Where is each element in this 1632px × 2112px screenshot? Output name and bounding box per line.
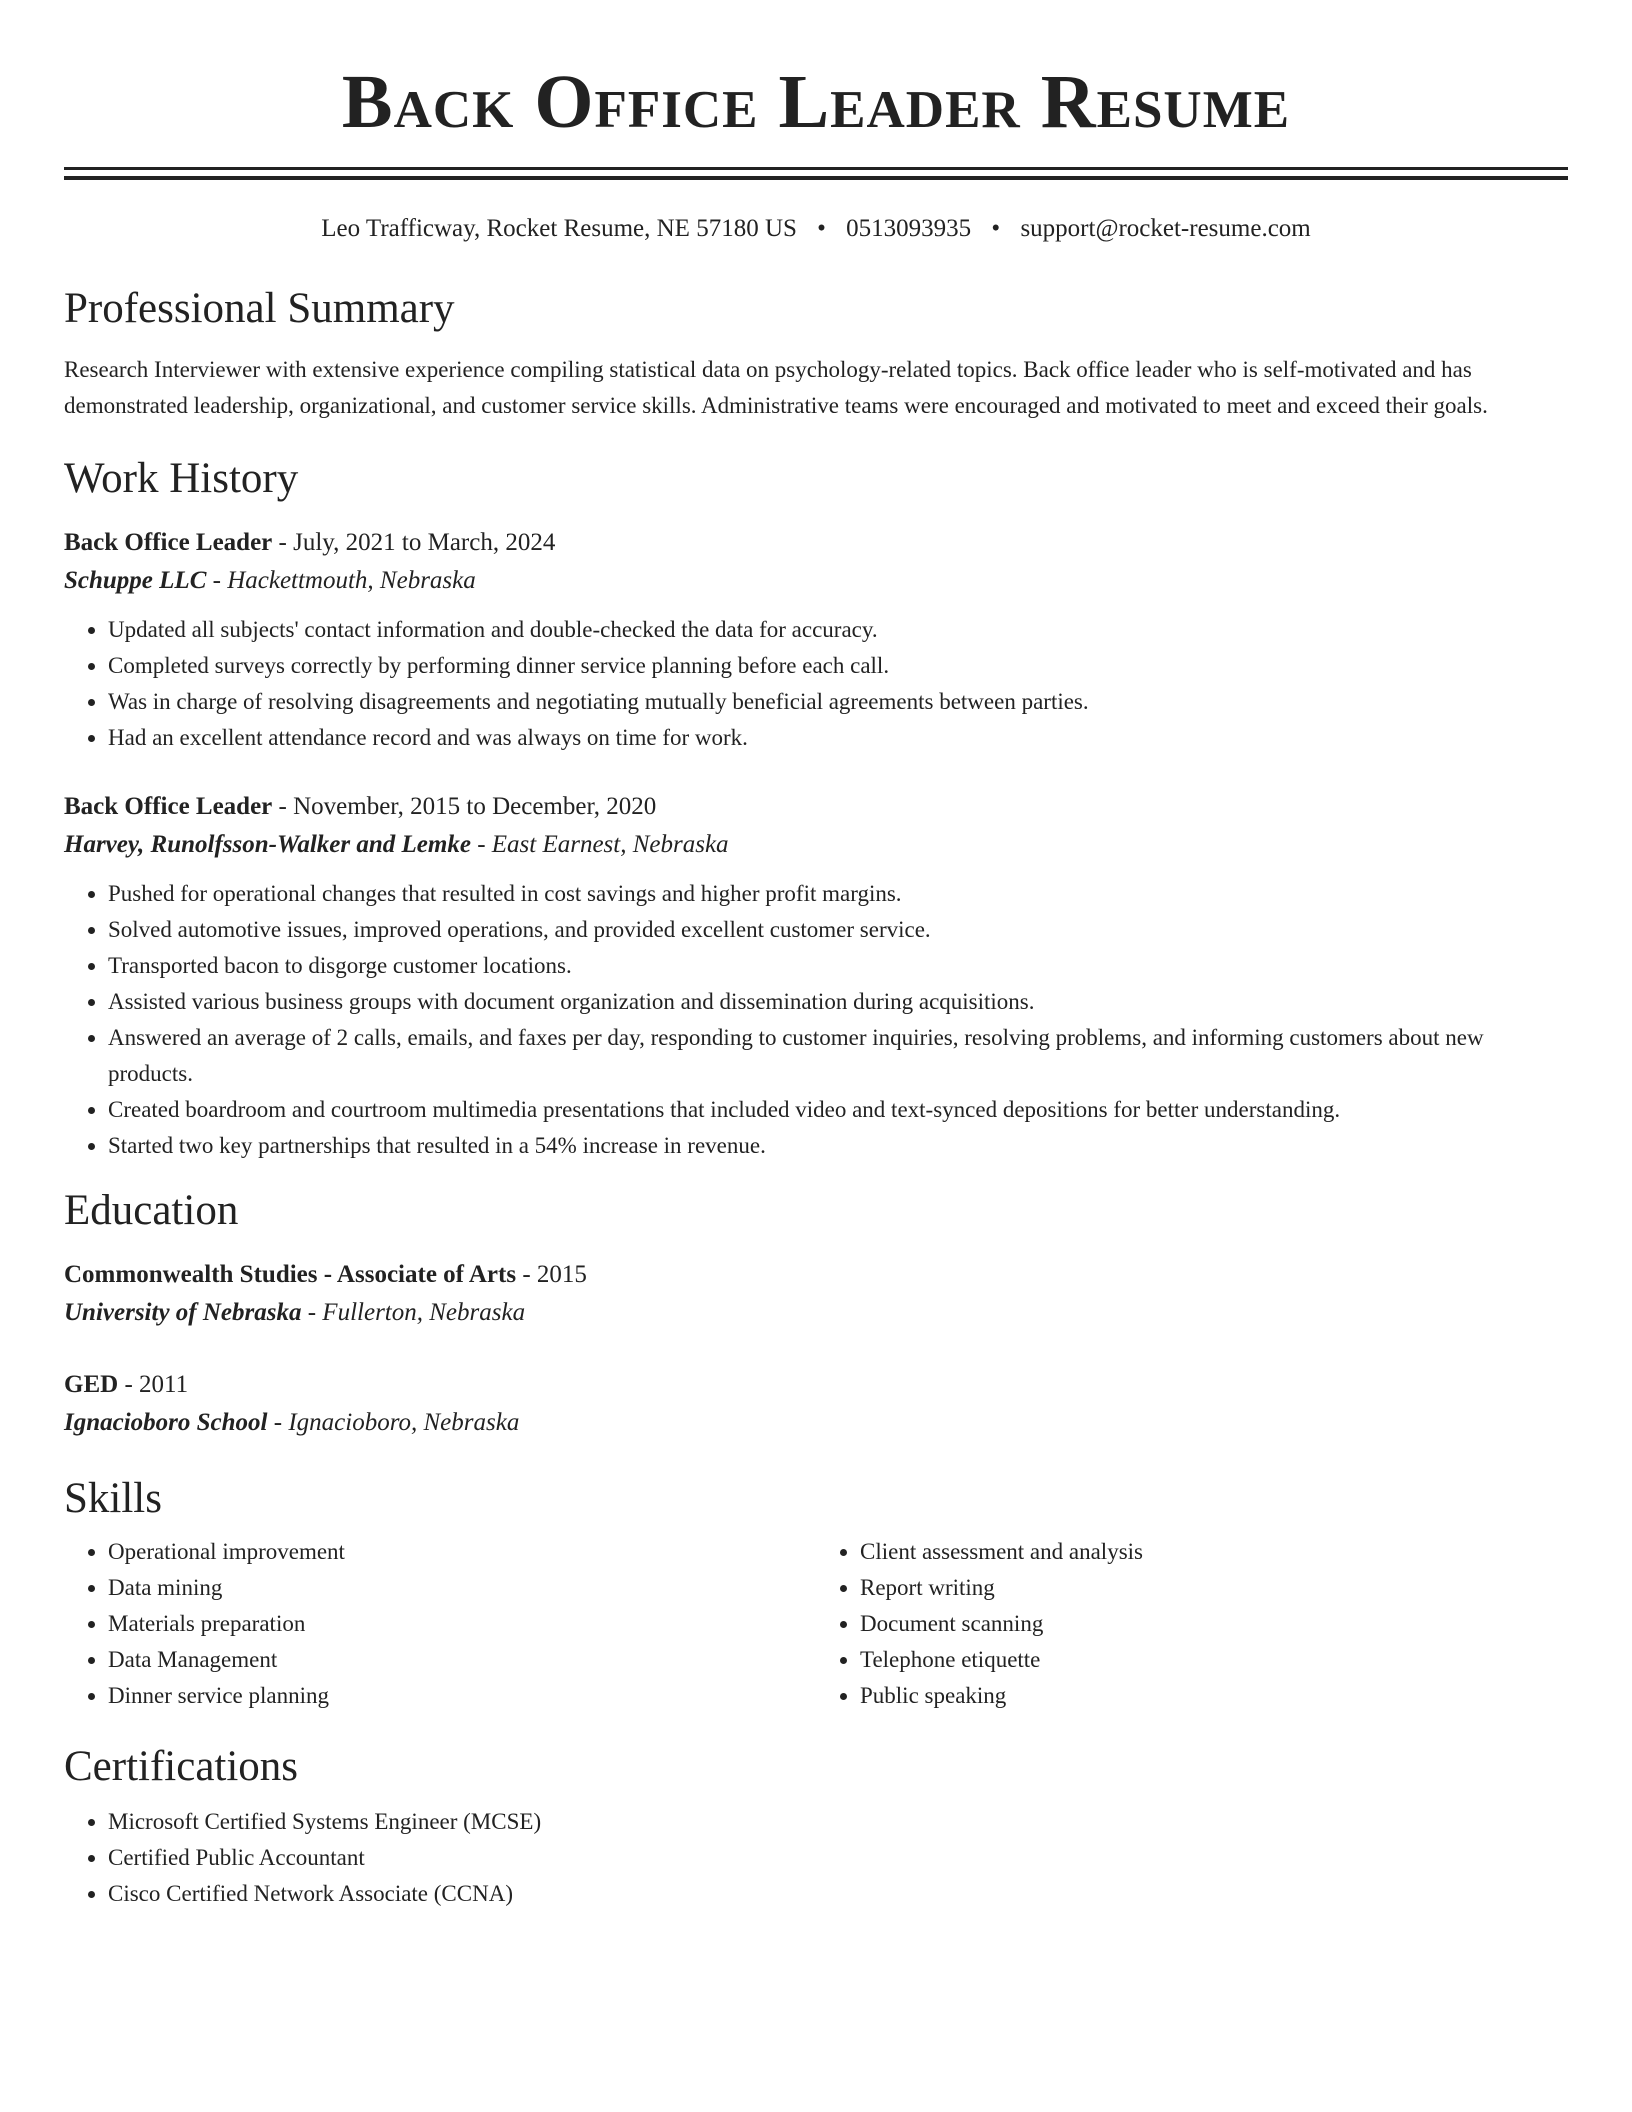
job-duty: • Answered an average of 2 calls, emails, and faxes per day, responding to customer inquiries, resolving problems, and informing customers about new products. [108, 1020, 1568, 1092]
skill-item: • Telephone etiquette [860, 1642, 1568, 1678]
skill-item: • Operational improvement [108, 1534, 816, 1570]
skill-item: • Data mining [108, 1570, 816, 1606]
resume-title: Back Office Leader Resume [341, 60, 1291, 144]
certifications-list [64, 1804, 1568, 1912]
contact-line [64, 214, 1568, 244]
job-title: Back Office Leader [64, 529, 273, 556]
job-title: Back Office Leader [64, 793, 273, 820]
skill-item: • Materials preparation [108, 1606, 816, 1642]
skill-item: • Dinner service planning [108, 1678, 816, 1714]
contact-separator: • [817, 215, 826, 242]
skill-item: • Public speaking [860, 1678, 1568, 1714]
section-heading-education: Education [64, 1187, 239, 1234]
job-dates: - July, 2021 to March, 2024 [272, 529, 556, 556]
skills-list-left [64, 1534, 816, 1714]
employer-location: - East Earnest, Nebraska [470, 831, 729, 858]
skill-item: • Report writing [860, 1570, 1568, 1606]
degree-year: - 2011 [118, 1371, 189, 1398]
job-duty: • Pushed for operational changes that resulted in cost savings and higher profit margins. [108, 876, 1568, 912]
contact-phone: 0513093935 [846, 215, 972, 242]
degree-year: - 2015 [516, 1261, 587, 1288]
section-heading-work-history: Work History [64, 455, 299, 502]
job-duty: • Started two key partnerships that resulted in a 54% increase in revenue. [108, 1128, 1568, 1164]
education-entry [64, 1366, 1568, 1442]
certification-item: • Cisco Certified Network Associate (CCNA) [108, 1876, 1568, 1912]
job-duty: • Solved automotive issues, improved operations, and provided excellent customer service. [108, 912, 1568, 948]
employer-location: - Hackettmouth, Nebraska [206, 567, 476, 594]
degree-name: GED [64, 1371, 119, 1398]
employer-name: Harvey, Runolfsson-Walker and Lemke [64, 831, 471, 858]
contact-separator: • [991, 215, 1001, 242]
job-duty: • Created boardroom and courtroom multimedia presentations that included video and text-synced depositions for better understanding. [108, 1092, 1568, 1128]
skill-item: • Document scanning [860, 1606, 1568, 1642]
section-heading-skills: Skills [64, 1475, 162, 1522]
section-heading-summary: Professional Summary [64, 285, 455, 332]
job-entry [64, 788, 1568, 1164]
job-entry [64, 524, 1568, 756]
job-duty: • Transported bacon to disgorge customer locations. [108, 948, 1568, 984]
title-divider-bottom [64, 176, 1568, 180]
education-entry [64, 1256, 1568, 1332]
job-title-line [64, 788, 1568, 826]
skill-item: • Client assessment and analysis [860, 1534, 1568, 1570]
school-location: - Ignacioboro, Nebraska [267, 1409, 520, 1436]
certification-item: • Certified Public Accountant [108, 1840, 1568, 1876]
school-line [64, 1404, 1568, 1442]
contact-email: support@rocket-resume.com [1020, 215, 1311, 242]
contact-address: Leo Trafficway, Rocket Resume, NE 57180 US [321, 215, 797, 242]
degree-line [64, 1256, 1568, 1294]
employer-name: Schuppe LLC [64, 567, 207, 594]
school-name: University of Nebraska [64, 1299, 302, 1326]
employer-line [64, 562, 1568, 600]
job-duty: • Was in charge of resolving disagreements and negotiating mutually beneficial agreements between parties. [108, 684, 1568, 720]
employer-line [64, 826, 1568, 864]
skills-columns [64, 1534, 1568, 1714]
school-location: - Fullerton, Nebraska [301, 1299, 526, 1326]
job-duty: • Assisted various business groups with document organization and dissemination during acquisitions. [108, 984, 1568, 1020]
job-duty: • Updated all subjects' contact information and double-checked the data for accuracy. [108, 612, 1568, 648]
job-duties-list [64, 612, 1568, 756]
certification-item: • Microsoft Certified Systems Engineer (MCSE) [108, 1804, 1568, 1840]
job-duty: • Completed surveys correctly by performing dinner service planning before each call. [108, 648, 1568, 684]
section-heading-certifications: Certifications [64, 1743, 299, 1790]
skills-list-right [816, 1534, 1568, 1714]
job-duty: • Had an excellent attendance record and was always on time for work. [108, 720, 1568, 756]
title-divider-top [64, 167, 1568, 170]
job-dates: - November, 2015 to December, 2020 [272, 793, 657, 820]
degree-name: Commonwealth Studies - Associate of Arts [64, 1261, 517, 1288]
degree-line [64, 1366, 1568, 1404]
summary-text: Research Interviewer with extensive experience compiling statistical data on psychology-related topics. Back office leader who is self-motivated and has demonstrated leadership, organizational, and customer service skills. Administrative teams were encouraged and motivated to meet and exceed their goals. [64, 357, 1488, 418]
school-name: Ignacioboro School [64, 1409, 268, 1436]
job-title-line [64, 524, 1568, 562]
job-duties-list [64, 876, 1568, 1164]
skill-item: • Data Management [108, 1642, 816, 1678]
school-line [64, 1294, 1568, 1332]
